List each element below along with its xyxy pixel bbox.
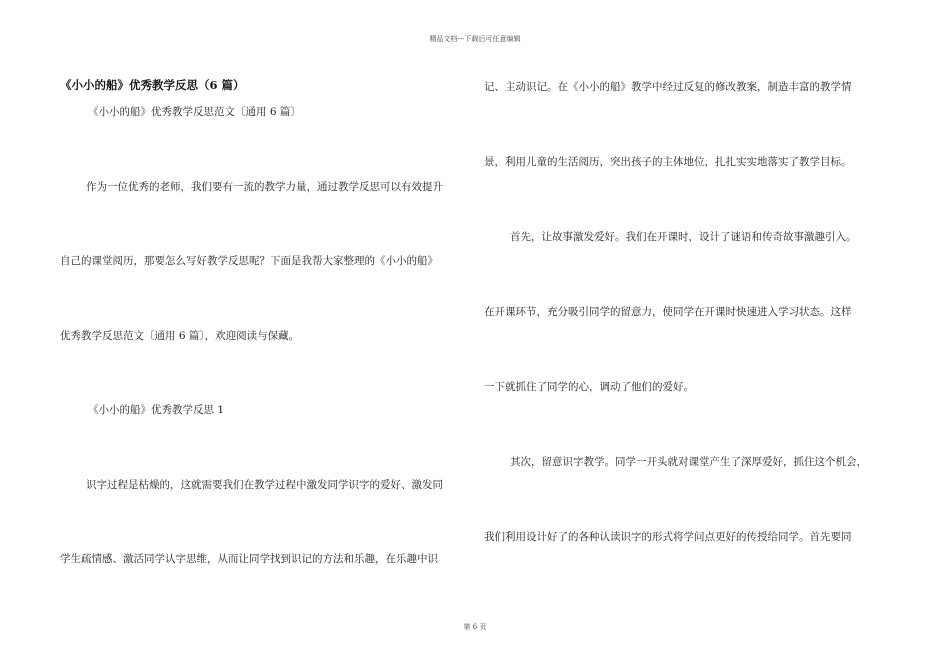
body-line: 优秀教学反思范文〔通用 6 篇〕，欢迎阅读与保藏。: [60, 330, 300, 342]
document-subtitle: 《小小的船》优秀教学反思范文〔通用 6 篇〕: [88, 106, 301, 118]
section-heading: 《小小的船》优秀教学反思 1: [88, 404, 225, 416]
page-number: 第 6 页: [463, 623, 487, 631]
body-line: 自己的课堂阅历，那要怎么写好教学反思呢？下面是我帮大家整理的《小小的船》: [60, 255, 438, 267]
body-line: 记、主动识记。在《小小的船》教学中经过反复的修改教案，制造丰富的教学情: [484, 81, 852, 93]
body-line: 其次，留意识字教学。同学一开头就对课堂产生了深厚爱好，抓住这个机会，: [510, 456, 867, 468]
body-line: 我们利用设计好了的各种认读识字的形式将学问点更好的传授给同学。首先要同: [484, 531, 852, 543]
body-line: 识字过程是枯燥的，这就需要我们在教学过程中激发同学识字的爱好、激发同: [86, 479, 443, 491]
body-line: 在开课环节，充分吸引同学的留意力，使同学在开课时快速进入学习状态。这样: [484, 306, 852, 318]
body-line: 学生疏情感、激活同学认字思维，从而让同学找到识记的方法和乐趣，在乐趣中识: [60, 553, 438, 565]
body-line: 作为一位优秀的老师，我们要有一流的教学力量，通过教学反思可以有效提升: [86, 181, 443, 193]
body-line: 景，利用儿童的生活阅历，突出孩子的主体地位，扎扎实实地落实了教学目标。: [484, 156, 852, 168]
body-line: 一下就抓住了同学的心，调动了他们的爱好。: [484, 381, 694, 393]
body-line: 首先，让故事激发爱好。我们在开课时，设计了谜语和传奇故事激趣引入。: [510, 231, 857, 243]
document-title: 《小小的船》优秀教学反思（6 篇）: [60, 78, 245, 92]
page-header: 精品文档---下载后可任意编辑: [429, 35, 521, 43]
